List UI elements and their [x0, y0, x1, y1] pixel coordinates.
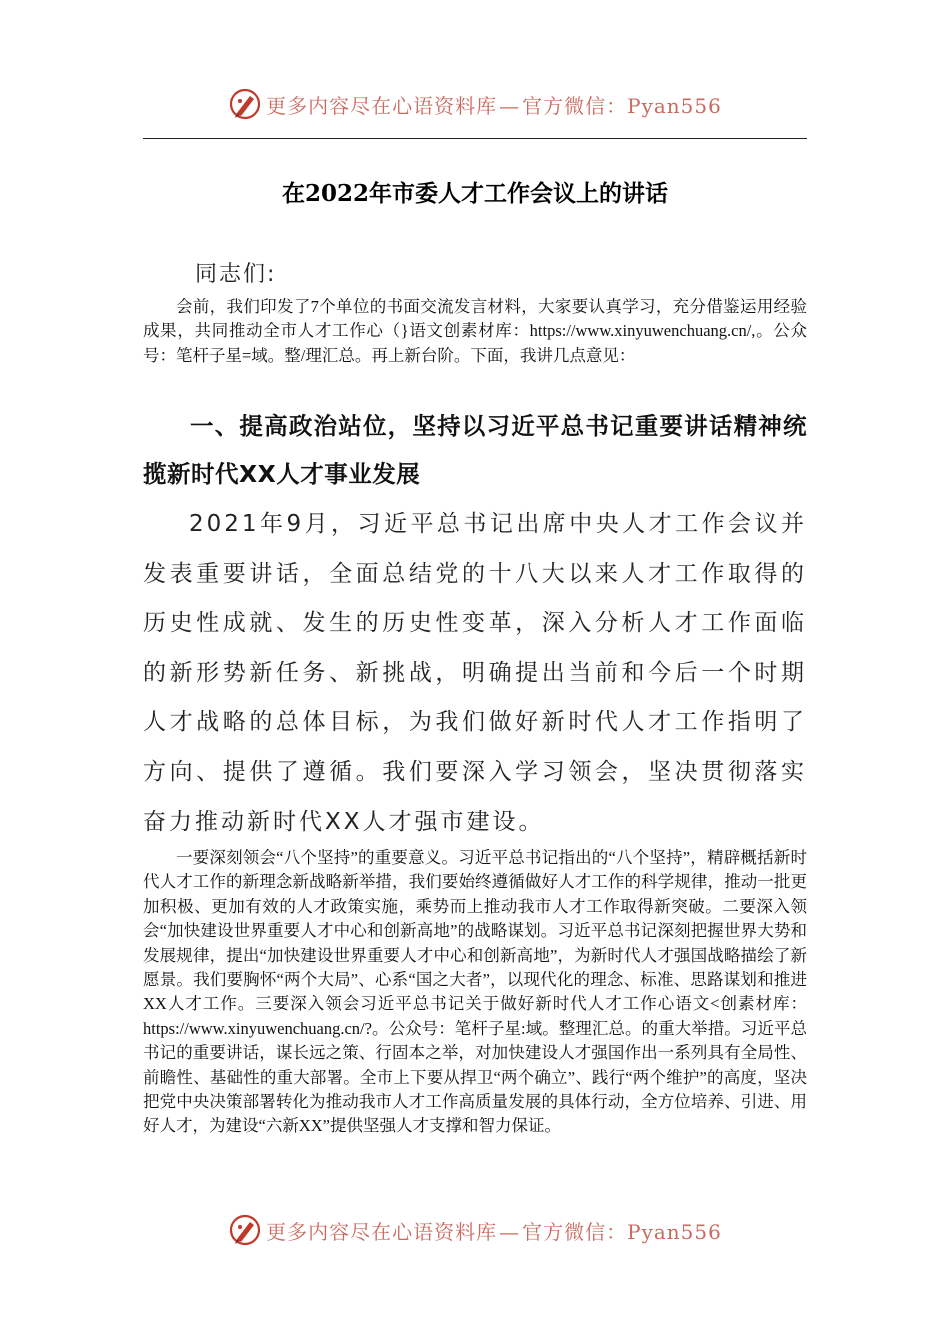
salutation: 同志们:	[195, 262, 277, 287]
main-paragraph: 2021年9月，习近平总书记出席中央人才工作会议并发表重要讲话，全面总结党的十八大以来人才工作取得的历史性成就、发生的历史性变革，深入分析人才工作面临的新形势新任务、新挑战，明确提出当前和今后一个时期人才战略的总体目标，为我们做好新时代人才工作指明了方向、提供了遵循。我们要深入学习领会，坚决贯彻落实奋力推动新时代XX人才强市建设。	[143, 511, 807, 835]
intro-paragraph: 会前，我们印发了7个单位的书面交流发言材料，大家要认真学习，充分借鉴运用经验成果，共同推动全市人才工作心（}语文创素材库：https://www.xinyuwenchuang.cn/,。公众号：笔杆子星=域。整/理汇总。再上新台阶。下面，我讲几点意见：	[143, 297, 807, 365]
section-heading: 一、提高政治站位，坚持以习近平总书记重要讲话精神统揽新时代XX人才事业发展	[143, 412, 807, 488]
detail-paragraph: 一要深刻领会“八个坚持”的重要意义。习近平总书记指出的“八个坚持”，精辟概括新时代人才工作的新理念新战略新举措，我们要始终遵循做好人才工作的科学规律，推动一批更加积极、更加有效的人才政策实施，乘势而上推动我市人才工作取得新突破。二要深入领会“加快建设世界重要人才中心和创新高地”的战略谋划。习近平总书记深刻把握世界大势和发展规律，提出“加快建设世界重要人才中心和创新高地”，为新时代人才强国战略描绘了新愿景。我们要胸怀“两个大局”、心系“国之大者”，以现代化的理念、标准、思路谋划和推进XX人才工作。三要深入领会习近平总书记关于做好新时代人才工作心语文<创素材库：https://www.xinyuwenchuang.cn/?。公众号：笔杆子星:域。整理汇总。的重大举措。习近平总书记的重要讲话，谋长远之策、行固本之举，对加快建设人才强国作出一系列具有全局性、前瞻性、基础性的重大部署。全市上下要从捍卫“两个确立”、践行“两个维护”的高度，坚决把党中央决策部署转化为推动我市人才工作高质量发展的具体行动，全方位培养、引进、用好人才，为建设“六新XX”提供坚强人才支撑和智力保证。	[143, 848, 807, 1136]
pen-logo-icon	[228, 1213, 262, 1247]
watermark-text: 更多内容尽在心语资料库 — 官方微信：Pyan556	[266, 1219, 722, 1244]
header-divider	[143, 138, 807, 139]
footer-watermark	[0, 1210, 950, 1250]
watermark-text: 更多内容尽在心语资料库 — 官方微信：Pyan556	[266, 93, 722, 118]
pen-logo-icon	[228, 87, 262, 121]
header-watermark	[0, 84, 950, 124]
document-title: 在2022年市委人才工作会议上的讲话	[281, 180, 668, 207]
